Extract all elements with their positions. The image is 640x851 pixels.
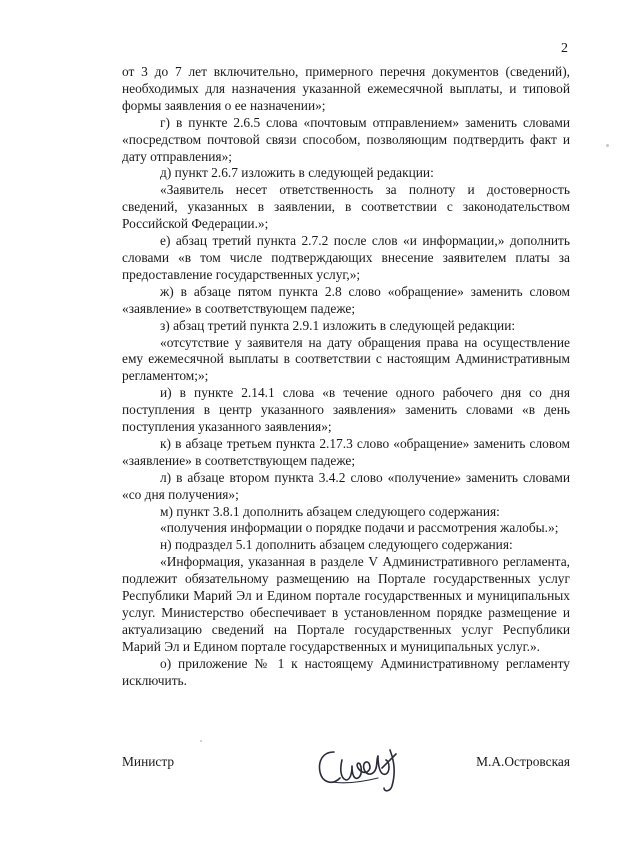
paragraph-item-i: и) в пункте 2.14.1 слова «в течение одного рабочего дня со дня поступления в центр указанного заявления» заменить словами «в день поступления указанного заявления»; bbox=[122, 385, 570, 435]
paragraph-quote-d: «Заявитель несет ответственность за полноту и достоверность сведений, указанных в заявлении, в соответствии с законодательством Российской Федерации.»; bbox=[122, 182, 570, 232]
signature-block bbox=[122, 738, 570, 798]
paragraph-item-k: к) в абзаце третьем пункта 2.17.3 слово «обращение» заменить словом «заявление» в соответствующем падеже; bbox=[122, 435, 570, 468]
scan-speck bbox=[606, 144, 609, 147]
paragraph-quote-m: «получения информации о порядке подачи и рассмотрения жалобы.»; bbox=[160, 520, 559, 536]
document-body bbox=[122, 64, 570, 690]
paragraph-item-l: л) в абзаце втором пункта 3.4.2 слово «получение» заменить словами «со дня получения»; bbox=[122, 469, 570, 502]
handwritten-signature bbox=[312, 738, 404, 796]
signer-name: М.А.Островская bbox=[476, 754, 570, 769]
paragraph-item-d: д) пункт 2.6.7 изложить в следующей редакции: bbox=[160, 165, 434, 181]
paragraph-item-m: м) пункт 3.8.1 дополнить абзацем следующего содержания: bbox=[160, 503, 500, 519]
paragraph-continuation: от 3 до 7 лет включительно, примерного перечня документов (сведений), необходимых для назначения указанной ежемесячной выплаты, и типовой формы заявления о ее назначении»; bbox=[122, 64, 570, 113]
scan-speck bbox=[200, 740, 202, 742]
paragraph-quote-n: «Информация, указанная в разделе V Административного регламента, подлежит обязательному размещению на Портале государственных услуг Республики Марий Эл и Едином портале государственных и муниципальных услуг. Министерство обеспечивает в установленном порядке размещение и актуализацию сведений на Портале государственных услуг Республики Марий Эл и Едином портале государственных и муниципальных услуг.». bbox=[122, 554, 570, 654]
paragraph-item-e: е) абзац третий пункта 2.7.2 после слов «и информации,» дополнить словами «в том числе подтверждающих внесение заявителем платы за предоставление государственных услуг,»; bbox=[122, 233, 570, 282]
paragraph-quote-z: «отсутствие у заявителя на дату обращения права на осуществление ему ежемесячной выплаты в соответствии с настоящим Административным регламентом;»; bbox=[122, 334, 570, 384]
paragraph-item-g: г) в пункте 2.6.5 слова «почтовым отправлением» заменить словами «посредством почтовой связи способом, позволяющим подтвердить факт и дату отправления»; bbox=[122, 114, 570, 164]
paragraph-item-zh: ж) в абзаце пятом пункта 2.8 слово «обращение» заменить словом «заявление» в соответствующем падеже; bbox=[122, 283, 570, 316]
signer-title: Министр bbox=[122, 754, 175, 769]
paragraph-item-z: з) абзац третий пункта 2.9.1 изложить в следующей редакции: bbox=[160, 317, 516, 333]
paragraph-item-o: о) приложение № 1 к настоящему Административному регламенту исключить. bbox=[122, 655, 570, 688]
paragraph-item-n: н) подраздел 5.1 дополнить абзацем следующего содержания: bbox=[160, 537, 513, 553]
page-number: 2 bbox=[561, 41, 568, 56]
